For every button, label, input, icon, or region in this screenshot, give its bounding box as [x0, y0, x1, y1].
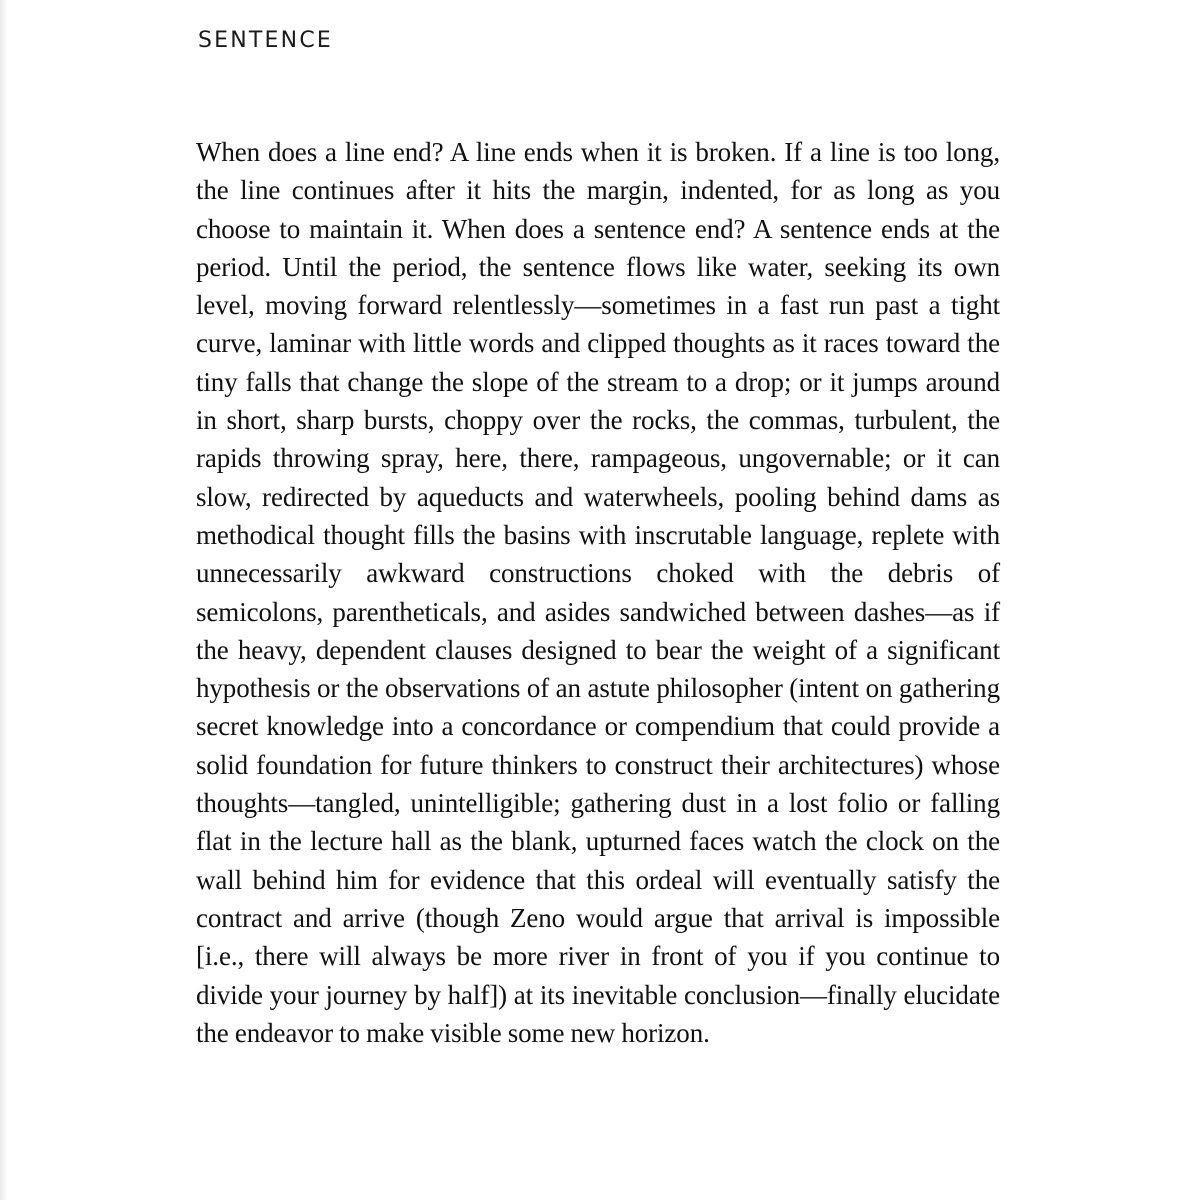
section-heading: SENTENCE	[198, 28, 333, 53]
body-paragraph: When does a line end? A line ends when it is broken. If a line is too long, the line continues after it hits the margin, indented, for as long as you choose to maintain it. When does a sentence end? A sentence ends at the period. Until the period, the sentence flows like water, seeking its own level, moving forward relentlessly—sometimes in a fast run past a tight curve, laminar with little words and clipped thoughts as it races toward the tiny falls that change the slope of the stream to a drop; or it jumps around in short, sharp bursts, choppy over the rocks, the commas, turbulent, the rapids throwing spray, here, there, rampageous, ungovernable; or it can slow, redirected by aqueducts and waterwheels, pooling behind dams as methodical thought fills the basins with inscrutable language, replete with unnecessarily awkward constructions choked with the debris of semicolons, parentheticals, and asides sandwiched between dashes—as if the heavy, dependent clauses designed to bear the weight of a significant hypothesis or the observations of an astute philosopher (intent on gathering secret knowledge into a concordance or compendium that could provide a solid foundation for future thinkers to construct their architectures) whose thoughts—tangled, unintelligible; gathering dust in a lost folio or falling flat in the lecture hall as the blank, upturned faces watch the clock on the wall behind him for evidence that this ordeal will eventually satisfy the contract and arrive (though Zeno would argue that arrival is impossible [i.e., there will always be more river in front of you if you continue to divide your journey by half]) at its inevitable conclusion—finally elucidate the endeavor to make visible some new horizon.	[196, 137, 1000, 1048]
page-edge-shadow	[0, 0, 8, 1200]
